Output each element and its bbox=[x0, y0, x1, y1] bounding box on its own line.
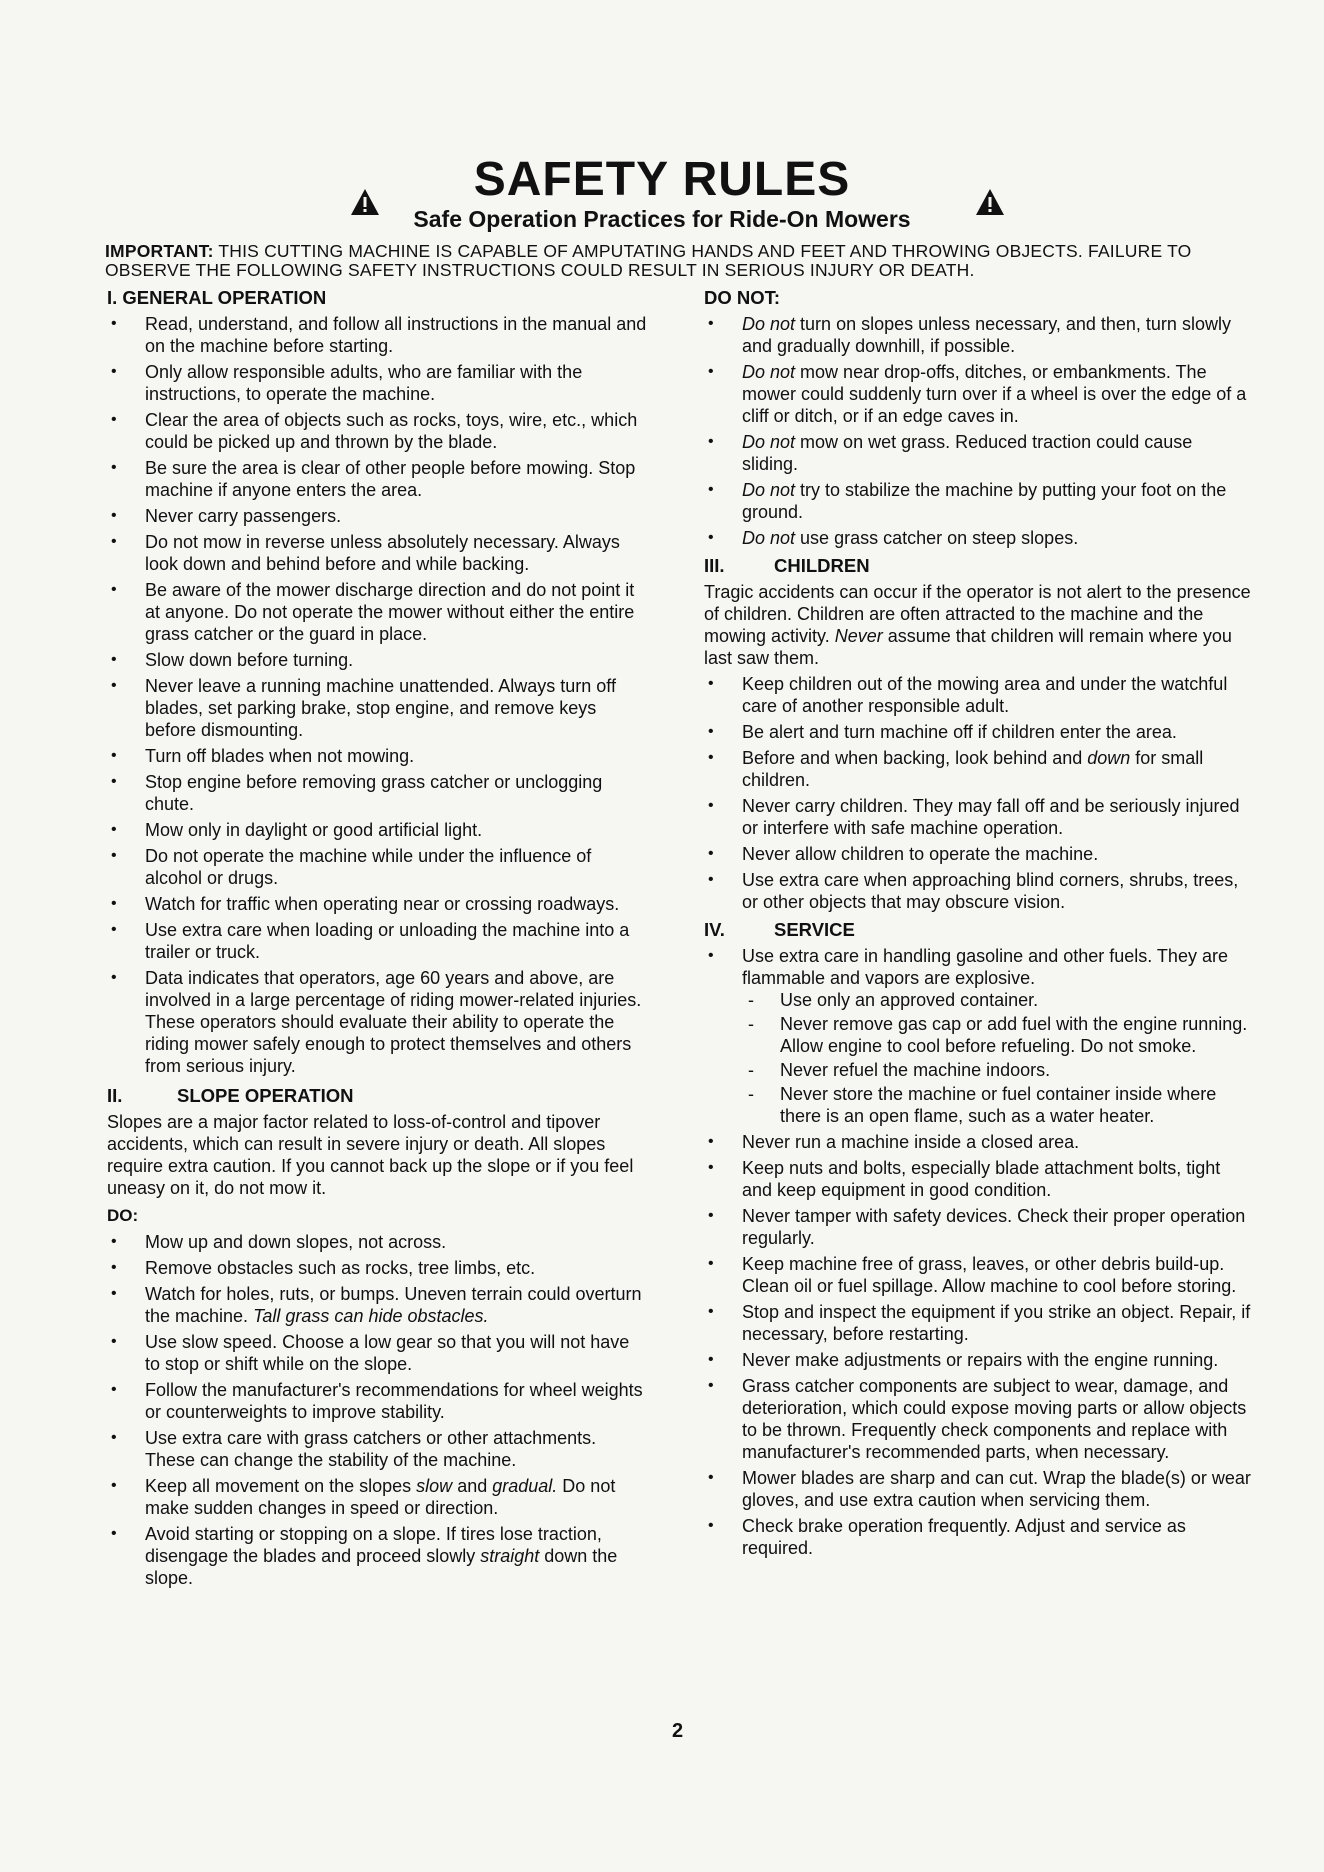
important-text: THIS CUTTING MACHINE IS CAPABLE OF AMPUTATING HANDS AND FEET AND THROWING OBJECTS. FAILURE TO OBSERVE THE FOLLOWING SAFETY INSTRUCTIONS COULD RESULT IN SERIOUS INJURY OR DEATH. bbox=[105, 241, 1192, 280]
list-item: • Use slow speed. Choose a low gear so that you will not have to stop or shift while on the slope. bbox=[107, 1331, 647, 1375]
list-item: • Never carry passengers. bbox=[107, 505, 647, 527]
list-item: • Watch for holes, ruts, or bumps. Uneven terrain could overturn the machine. Tall grass can hide obstacles. bbox=[107, 1283, 647, 1327]
general-list bbox=[107, 313, 647, 1077]
subtitle-row bbox=[0, 205, 1324, 233]
left-column bbox=[107, 287, 647, 1593]
list-item: • Never allow children to operate the machine. bbox=[704, 843, 1252, 865]
sub-list-item: - Use only an approved container. bbox=[748, 990, 1039, 1010]
page-number: 2 bbox=[672, 1720, 684, 1742]
warning-triangle-icon bbox=[350, 188, 380, 216]
list-item: • Be sure the area is clear of other people before mowing. Stop machine if anyone enters the area. bbox=[107, 457, 647, 501]
list-item: • Be aware of the mower discharge direction and do not point it at anyone. Do not operate the mower without either the entire grass catcher or the guard in place. bbox=[107, 579, 647, 645]
list-item: • Do not mow in reverse unless absolutely necessary. Always look down and behind before and while backing. bbox=[107, 531, 647, 575]
important-label: IMPORTANT: bbox=[105, 241, 214, 261]
donot-label: DO NOT: bbox=[704, 287, 781, 308]
list-item: • Turn off blades when not mowing. bbox=[107, 745, 647, 767]
list-item: • Do not operate the machine while under the influence of alcohol or drugs. bbox=[107, 845, 647, 889]
list-item: • Watch for traffic when operating near or crossing roadways. bbox=[107, 893, 647, 915]
list-item: • Slow down before turning. bbox=[107, 649, 647, 671]
list-item: • Follow the manufacturer's recommendations for wheel weights or counterweights to improve stability. bbox=[107, 1379, 647, 1423]
list-item: • Clear the area of objects such as rocks, toys, wire, etc., which could be picked up and thrown by the blade. bbox=[107, 409, 647, 453]
children-list bbox=[704, 673, 1252, 913]
sub-list-item: - Never store the machine or fuel container inside where there is an open flame, such as a water heater. bbox=[748, 1084, 1217, 1126]
section-service-heading: IV. SERVICE bbox=[704, 919, 855, 940]
do-list bbox=[107, 1231, 647, 1589]
list-item: • Stop engine before removing grass catcher or unclogging chute. bbox=[107, 771, 647, 815]
list-item: • Read, understand, and follow all instructions in the manual and on the machine before starting. bbox=[107, 313, 647, 357]
right-column bbox=[704, 287, 1252, 1563]
do-label: DO: bbox=[107, 1206, 139, 1225]
list-item: • Use extra care when loading or unloading the machine into a trailer or truck. bbox=[107, 919, 647, 963]
list-item: • Keep machine free of grass, leaves, or other debris build-up. Clean oil or fuel spillage. Allow machine to cool before storing. bbox=[704, 1253, 1252, 1297]
list-item: • Mow up and down slopes, not across. bbox=[107, 1231, 647, 1253]
sub-list-item: - Never refuel the machine indoors. bbox=[748, 1060, 1051, 1080]
list-item: • Remove obstacles such as rocks, tree limbs, etc. bbox=[107, 1257, 647, 1279]
warning-triangle-icon bbox=[975, 188, 1005, 216]
list-item: • Never carry children. They may fall off and be seriously injured or interfere with safe machine operation. bbox=[704, 795, 1252, 839]
service-list bbox=[704, 945, 1252, 1559]
list-item: • Mow only in daylight or good artificial light. bbox=[107, 819, 647, 841]
sub-list-item: - Never remove gas cap or add fuel with the engine running. Allow engine to cool before refueling. Do not smoke. bbox=[748, 1014, 1248, 1056]
list-item: • Use extra care in handling gasoline and other fuels. They are flammable and vapors are explosive. - Use only an approved container. - Never remove gas cap or add fuel with the engine running. Allow engine to cool before refueling. Do not smoke. - Never refuel the machine indoors. - Never store the machine or fuel container inside where there is an open flame, such as a water heater. bbox=[704, 945, 1252, 1127]
list-item: • Only allow responsible adults, who are familiar with the instructions, to operate the machine. bbox=[107, 361, 647, 405]
list-item: • Data indicates that operators, age 60 years and above, are involved in a large percentage of riding mower-related injuries. These operators should evaluate their ability to operate the riding mower safely enough to protect themselves and others from serious injury. bbox=[107, 967, 647, 1077]
page-title: SAFETY RULES bbox=[473, 153, 851, 206]
important-notice bbox=[105, 242, 1255, 280]
fuel-sublist bbox=[742, 989, 1252, 1127]
list-item: • Be alert and turn machine off if children enter the area. bbox=[704, 721, 1252, 743]
list-item: • Do not use grass catcher on steep slopes. bbox=[704, 527, 1252, 549]
section-children-heading: III. CHILDREN bbox=[704, 555, 870, 576]
list-item: • Do not turn on slopes unless necessary, and then, turn slowly and gradually downhill, if possible. bbox=[704, 313, 1252, 357]
list-item: • Do not mow near drop-offs, ditches, or embankments. The mower could suddenly turn over if a wheel is over the edge of a cliff or ditch, or if an edge caves in. bbox=[704, 361, 1252, 427]
list-item: • Never make adjustments or repairs with the engine running. bbox=[704, 1349, 1252, 1371]
list-item: • Do not try to stabilize the machine by putting your foot on the ground. bbox=[704, 479, 1252, 523]
list-item: • Mower blades are sharp and can cut. Wrap the blade(s) or wear gloves, and use extra caution when servicing them. bbox=[704, 1467, 1252, 1511]
children-intro: Tragic accidents can occur if the operator is not alert to the presence of children. Children are often attracted to the machine and the mowing activity. Never assume that children will remain where you last saw them. bbox=[704, 582, 1251, 668]
list-item: • Grass catcher components are subject to wear, damage, and deterioration, which could expose moving parts or allow objects to be thrown. Frequently check components and replace with manufacturer's recommended parts, when necessary. bbox=[704, 1375, 1252, 1463]
list-item: • Use extra care with grass catchers or other attachments. These can change the stability of the machine. bbox=[107, 1427, 647, 1471]
list-item: • Keep children out of the mowing area and under the watchful care of another responsible adult. bbox=[704, 673, 1252, 717]
page-subtitle: Safe Operation Practices for Ride-On Mowers bbox=[413, 206, 911, 232]
list-item: • Avoid starting or stopping on a slope. If tires lose traction, disengage the blades and proceed slowly straight down the slope. bbox=[107, 1523, 647, 1589]
list-item: • Before and when backing, look behind and down for small children. bbox=[704, 747, 1252, 791]
section-slope-heading: II. SLOPE OPERATION bbox=[107, 1085, 354, 1106]
list-item: • Never leave a running machine unattended. Always turn off blades, set parking brake, stop engine, and remove keys before dismounting. bbox=[107, 675, 647, 741]
list-item: • Never run a machine inside a closed area. bbox=[704, 1131, 1252, 1153]
list-item: • Stop and inspect the equipment if you strike an object. Repair, if necessary, before restarting. bbox=[704, 1301, 1252, 1345]
list-item: • Do not mow on wet grass. Reduced traction could cause sliding. bbox=[704, 431, 1252, 475]
title-block bbox=[0, 155, 1324, 233]
list-item: • Use extra care when approaching blind corners, shrubs, trees, or other objects that may obscure vision. bbox=[704, 869, 1252, 913]
slope-intro: Slopes are a major factor related to loss-of-control and tipover accidents, which can result in severe injury or death. All slopes require extra caution. If you cannot back up the slope or if you feel uneasy on it, do not mow it. bbox=[107, 1112, 634, 1198]
donot-list bbox=[704, 313, 1252, 549]
list-item: • Keep all movement on the slopes slow and gradual. Do not make sudden changes in speed or direction. bbox=[107, 1475, 647, 1519]
list-item: • Keep nuts and bolts, especially blade attachment bolts, tight and keep equipment in good condition. bbox=[704, 1157, 1252, 1201]
list-item: • Never tamper with safety devices. Check their proper operation regularly. bbox=[704, 1205, 1252, 1249]
section-general-heading: I. GENERAL OPERATION bbox=[107, 287, 327, 308]
list-item: • Check brake operation frequently. Adjust and service as required. bbox=[704, 1515, 1252, 1559]
